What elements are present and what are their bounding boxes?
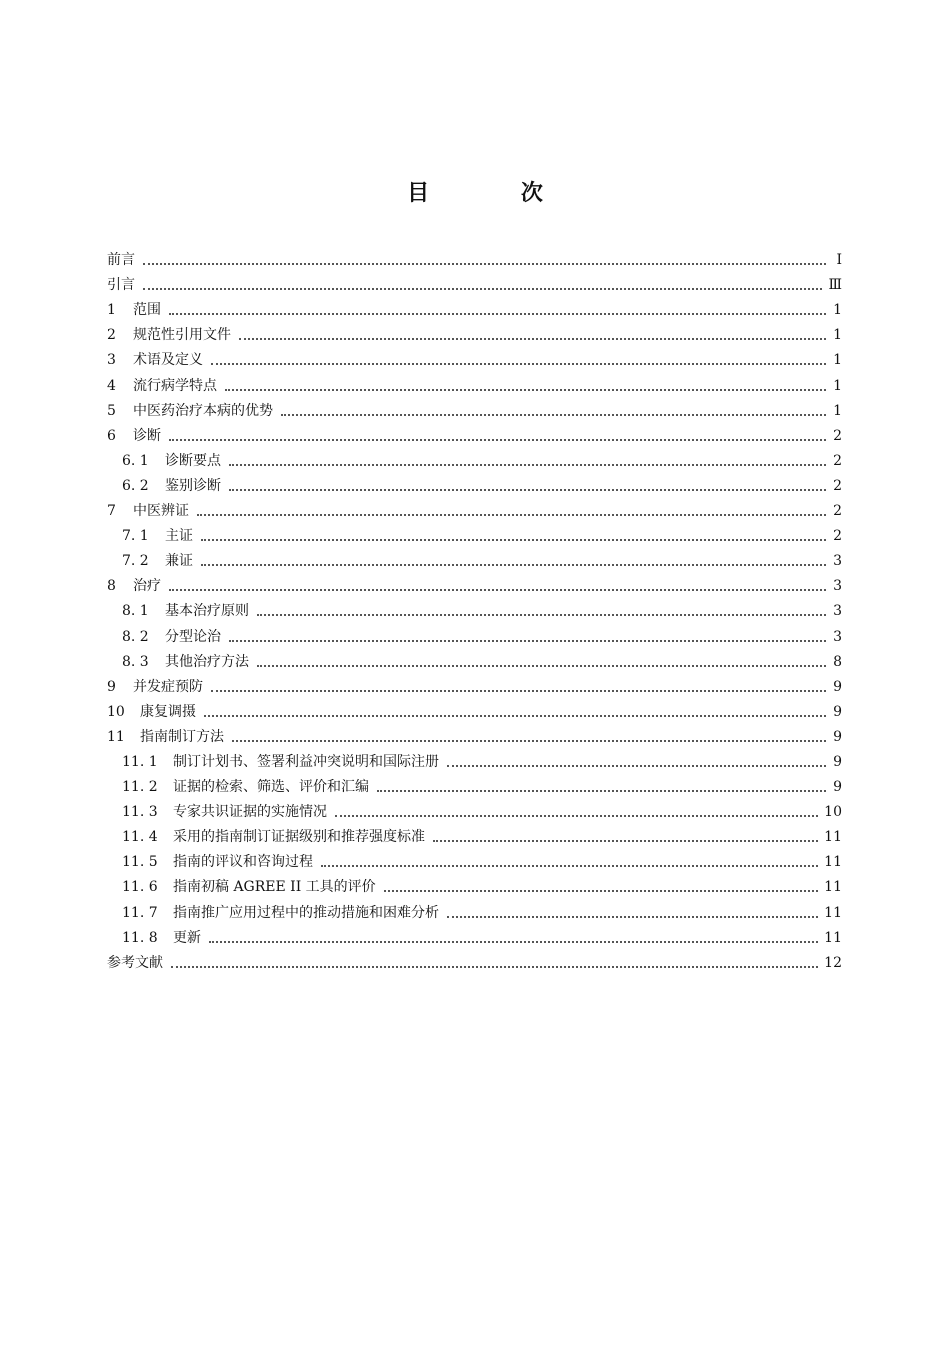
toc-entry[interactable] (107, 396, 842, 421)
toc-entry-label: 制订计划书、签署利益冲突说明和国际注册 (173, 753, 439, 770)
toc-entry-page: 2 (833, 427, 842, 444)
toc-entry[interactable] (107, 697, 842, 722)
toc-entry-label: 中医辨证 (133, 503, 189, 520)
toc-entry[interactable] (107, 345, 842, 370)
toc-entry-label: 指南初稿 AGREE II 工具的评价 (173, 879, 376, 896)
toc-leader-dots (209, 929, 818, 943)
toc-entry-number: 11. 3 (122, 804, 158, 821)
toc-entry-page: 3 (833, 578, 842, 595)
toc-entry-page: Ⅲ (828, 277, 842, 294)
toc-entry[interactable] (107, 747, 842, 772)
toc-entry[interactable] (107, 571, 842, 596)
toc-entry-number: 8. 3 (122, 653, 149, 670)
toc-entry-page: 12 (824, 954, 842, 971)
toc-entry-number: 2 (107, 327, 116, 344)
toc-entry-number: 6. 1 (122, 452, 149, 469)
toc-entry-number: 11. 7 (122, 904, 158, 921)
toc-entry-label: 主证 (165, 528, 193, 545)
toc-entry-label: 专家共识证据的实施情况 (173, 804, 327, 821)
toc-entry-page: 11 (824, 879, 842, 896)
toc-entry-number: 11. 6 (122, 879, 158, 896)
toc-entry[interactable] (107, 797, 842, 822)
toc-leader-dots (232, 728, 826, 742)
toc-leader-dots (447, 904, 818, 918)
toc-entry-label: 规范性引用文件 (133, 327, 231, 344)
toc-entry-label: 采用的指南制订证据级别和推荐强度标准 (173, 829, 425, 846)
toc-entry[interactable] (107, 672, 842, 697)
toc-entry[interactable] (107, 295, 842, 320)
toc-entry-label: 流行病学特点 (133, 377, 217, 394)
toc-entry-label: 其他治疗方法 (165, 653, 249, 670)
toc-entry[interactable] (107, 596, 842, 621)
toc-entry-page: 9 (833, 703, 842, 720)
toc-entry-page: 9 (833, 779, 842, 796)
toc-entry-number: 3 (107, 352, 116, 369)
toc-entry-number: 8. 1 (122, 603, 149, 620)
toc-entry-number: 4 (107, 377, 116, 394)
toc-entry-number: 7. 2 (122, 553, 149, 570)
toc-leader-dots (169, 427, 826, 441)
toc-entry-label: 指南的评议和咨询过程 (173, 854, 313, 871)
toc-entry-page: 10 (824, 804, 842, 821)
toc-entry[interactable] (107, 872, 842, 897)
toc-leader-dots (229, 452, 826, 466)
toc-entry-page: 1 (833, 377, 842, 394)
toc-entry-page: 2 (833, 452, 842, 469)
toc-entry-page: 1 (833, 402, 842, 419)
toc-leader-dots (229, 628, 826, 642)
toc-entry-number: 11. 2 (122, 779, 158, 796)
toc-entry[interactable] (107, 370, 842, 395)
toc-leader-dots (257, 653, 826, 667)
toc-entry-number: 8. 2 (122, 628, 149, 645)
toc-leader-dots (229, 477, 826, 491)
toc-entry-page: 1 (833, 327, 842, 344)
toc-entry-label: 指南推广应用过程中的推动措施和困难分析 (173, 904, 439, 921)
toc-leader-dots (204, 703, 826, 717)
toc-entry[interactable] (107, 897, 842, 922)
toc-entry[interactable] (107, 320, 842, 345)
toc-entry-number: 11. 1 (122, 753, 158, 770)
toc-entry[interactable] (107, 948, 842, 973)
toc-entry-label: 康复调摄 (140, 703, 196, 720)
toc-leader-dots (197, 502, 826, 516)
toc-entry[interactable] (107, 471, 842, 496)
toc-entry-label: 基本治疗原则 (165, 603, 249, 620)
toc-entry-page: 9 (833, 728, 842, 745)
toc-entry-number: 8 (107, 578, 116, 595)
toc-entry-number: 6. 2 (122, 477, 149, 494)
toc-entry-number: 6 (107, 427, 116, 444)
toc-leader-dots (201, 527, 826, 541)
toc-entry[interactable] (107, 772, 842, 797)
toc-leader-dots (169, 577, 826, 591)
toc-entry-page: 2 (833, 528, 842, 545)
page-title: 目 次 (407, 181, 585, 206)
toc-entry-page: 8 (833, 653, 842, 670)
toc-entry-number: 7 (107, 503, 116, 520)
toc-leader-dots (143, 251, 826, 265)
toc-entry-label: 范围 (133, 302, 161, 319)
toc-leader-dots (143, 276, 822, 290)
toc-leader-dots (225, 377, 826, 391)
toc-entry-page: 9 (833, 678, 842, 695)
toc-leader-dots (335, 803, 818, 817)
toc-entry-label: 引言 (107, 277, 135, 294)
toc-entry[interactable] (107, 421, 842, 446)
toc-entry-number: 7. 1 (122, 528, 149, 545)
toc-entry-label: 参考文献 (107, 954, 163, 971)
toc-entry-label: 证据的检索、筛选、评价和汇编 (173, 779, 369, 796)
toc-entry-page: 3 (833, 628, 842, 645)
toc-entry-page: 9 (833, 753, 842, 770)
toc-entry-page: 2 (833, 477, 842, 494)
toc-entry[interactable] (107, 722, 842, 747)
toc-entry-label: 术语及定义 (133, 352, 203, 369)
toc-entry-number: 11 (107, 728, 125, 745)
toc-entry-label: 兼证 (165, 553, 193, 570)
toc-entry-number: 1 (107, 302, 116, 319)
toc-entry-page: 1 (833, 302, 842, 319)
toc-entry-page: 11 (824, 829, 842, 846)
toc-entry[interactable] (107, 245, 842, 270)
toc-entry-page: 3 (833, 603, 842, 620)
toc-leader-dots (211, 351, 826, 365)
table-of-contents (107, 245, 842, 973)
toc-leader-dots (201, 552, 826, 566)
toc-entry-page: 11 (824, 904, 842, 921)
toc-entry-number: 5 (107, 402, 116, 419)
toc-entry[interactable] (107, 446, 842, 471)
toc-entry-label: 分型论治 (165, 628, 221, 645)
toc-leader-dots (257, 602, 826, 616)
toc-entry[interactable] (107, 923, 842, 948)
toc-leader-dots (239, 326, 826, 340)
toc-entry[interactable] (107, 847, 842, 872)
toc-entry-label: 前言 (107, 252, 135, 269)
toc-entry-page: 1 (833, 352, 842, 369)
toc-entry[interactable] (107, 521, 842, 546)
toc-leader-dots (384, 878, 818, 892)
toc-leader-dots (169, 301, 826, 315)
toc-leader-dots (281, 402, 826, 416)
toc-entry[interactable] (107, 647, 842, 672)
toc-entry-label: 诊断要点 (165, 452, 221, 469)
toc-entry-page: 11 (824, 854, 842, 871)
toc-entry-number: 11. 8 (122, 929, 158, 946)
toc-entry-number: 10 (107, 703, 125, 720)
toc-entry-number: 9 (107, 678, 116, 695)
toc-entry[interactable] (107, 496, 842, 521)
toc-entry-page: 11 (824, 929, 842, 946)
toc-entry-number: 11. 5 (122, 854, 158, 871)
toc-entry-label: 更新 (173, 929, 201, 946)
toc-entry[interactable] (107, 546, 842, 571)
toc-entry-label: 指南制订方法 (140, 728, 224, 745)
toc-entry-page: Ⅰ (836, 252, 842, 269)
toc-entry[interactable] (107, 822, 842, 847)
toc-entry-label: 治疗 (133, 578, 161, 595)
toc-entry-page: 3 (833, 553, 842, 570)
toc-entry[interactable] (107, 621, 842, 646)
toc-entry-label: 中医药治疗本病的优势 (133, 402, 273, 419)
toc-entry-label: 并发症预防 (133, 678, 203, 695)
toc-leader-dots (321, 853, 818, 867)
toc-leader-dots (171, 954, 818, 968)
toc-entry-label: 诊断 (133, 427, 161, 444)
toc-leader-dots (433, 828, 818, 842)
toc-leader-dots (447, 753, 826, 767)
toc-entry[interactable] (107, 270, 842, 295)
toc-entry-number: 11. 4 (122, 829, 158, 846)
toc-leader-dots (211, 678, 826, 692)
toc-entry-page: 2 (833, 503, 842, 520)
toc-entry-label: 鉴别诊断 (165, 477, 221, 494)
toc-leader-dots (377, 778, 826, 792)
